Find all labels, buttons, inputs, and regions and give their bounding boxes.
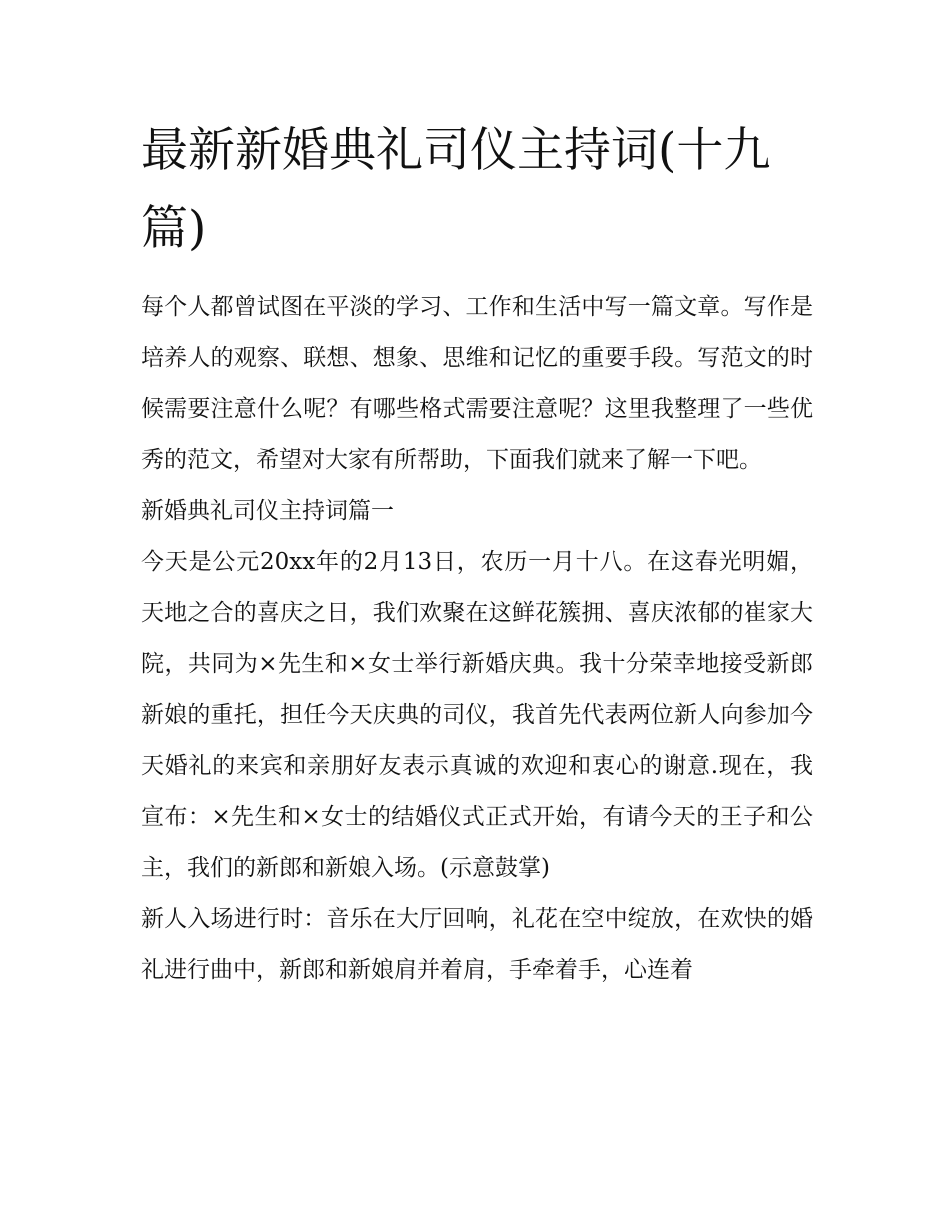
section-heading: 新婚典礼司仪主持词篇一: [141, 498, 394, 524]
body-paragraph: 今天是公元20xx年的2月13日，农历一月十八。在这春光明媚，天地之合的喜庆之日，我们欢聚在这鲜花簇拥、喜庆浓郁的崔家大院，共同为×先生和×女士举行新婚庆典。我十分荣幸地接受新郎新娘的重托，担任今天庆典的司仪，我首先代表两位新人向参加今天婚礼的来宾和亲朋好友表示真诚的欢迎和衷心的谢意.现在，我宣布：×先生和×女士的结婚仪式正式开始，有请今天的王子和公主，我们的新郎和新娘入场。(示意鼓掌): [141, 549, 813, 881]
document-body: [141, 112, 813, 996]
intro-paragraph: 每个人都曾试图在平淡的学习、工作和生活中写一篇文章。写作是培养人的观察、联想、想象、思维和记忆的重要手段。写范文的时候需要注意什么呢？有哪些格式需要注意呢？这里我整理了一些优秀的范文，希望对大家有所帮助，下面我们就来了解一下吧。: [141, 294, 813, 473]
document-title: 最新新婚典礼司仪主持词(十九篇): [141, 123, 771, 256]
body-paragraph: 新人入场进行时：音乐在大厅回响，礼花在空中绽放，在欢快的婚礼进行曲中，新郎和新娘肩并着肩，手牵着手，心连着: [141, 906, 813, 983]
